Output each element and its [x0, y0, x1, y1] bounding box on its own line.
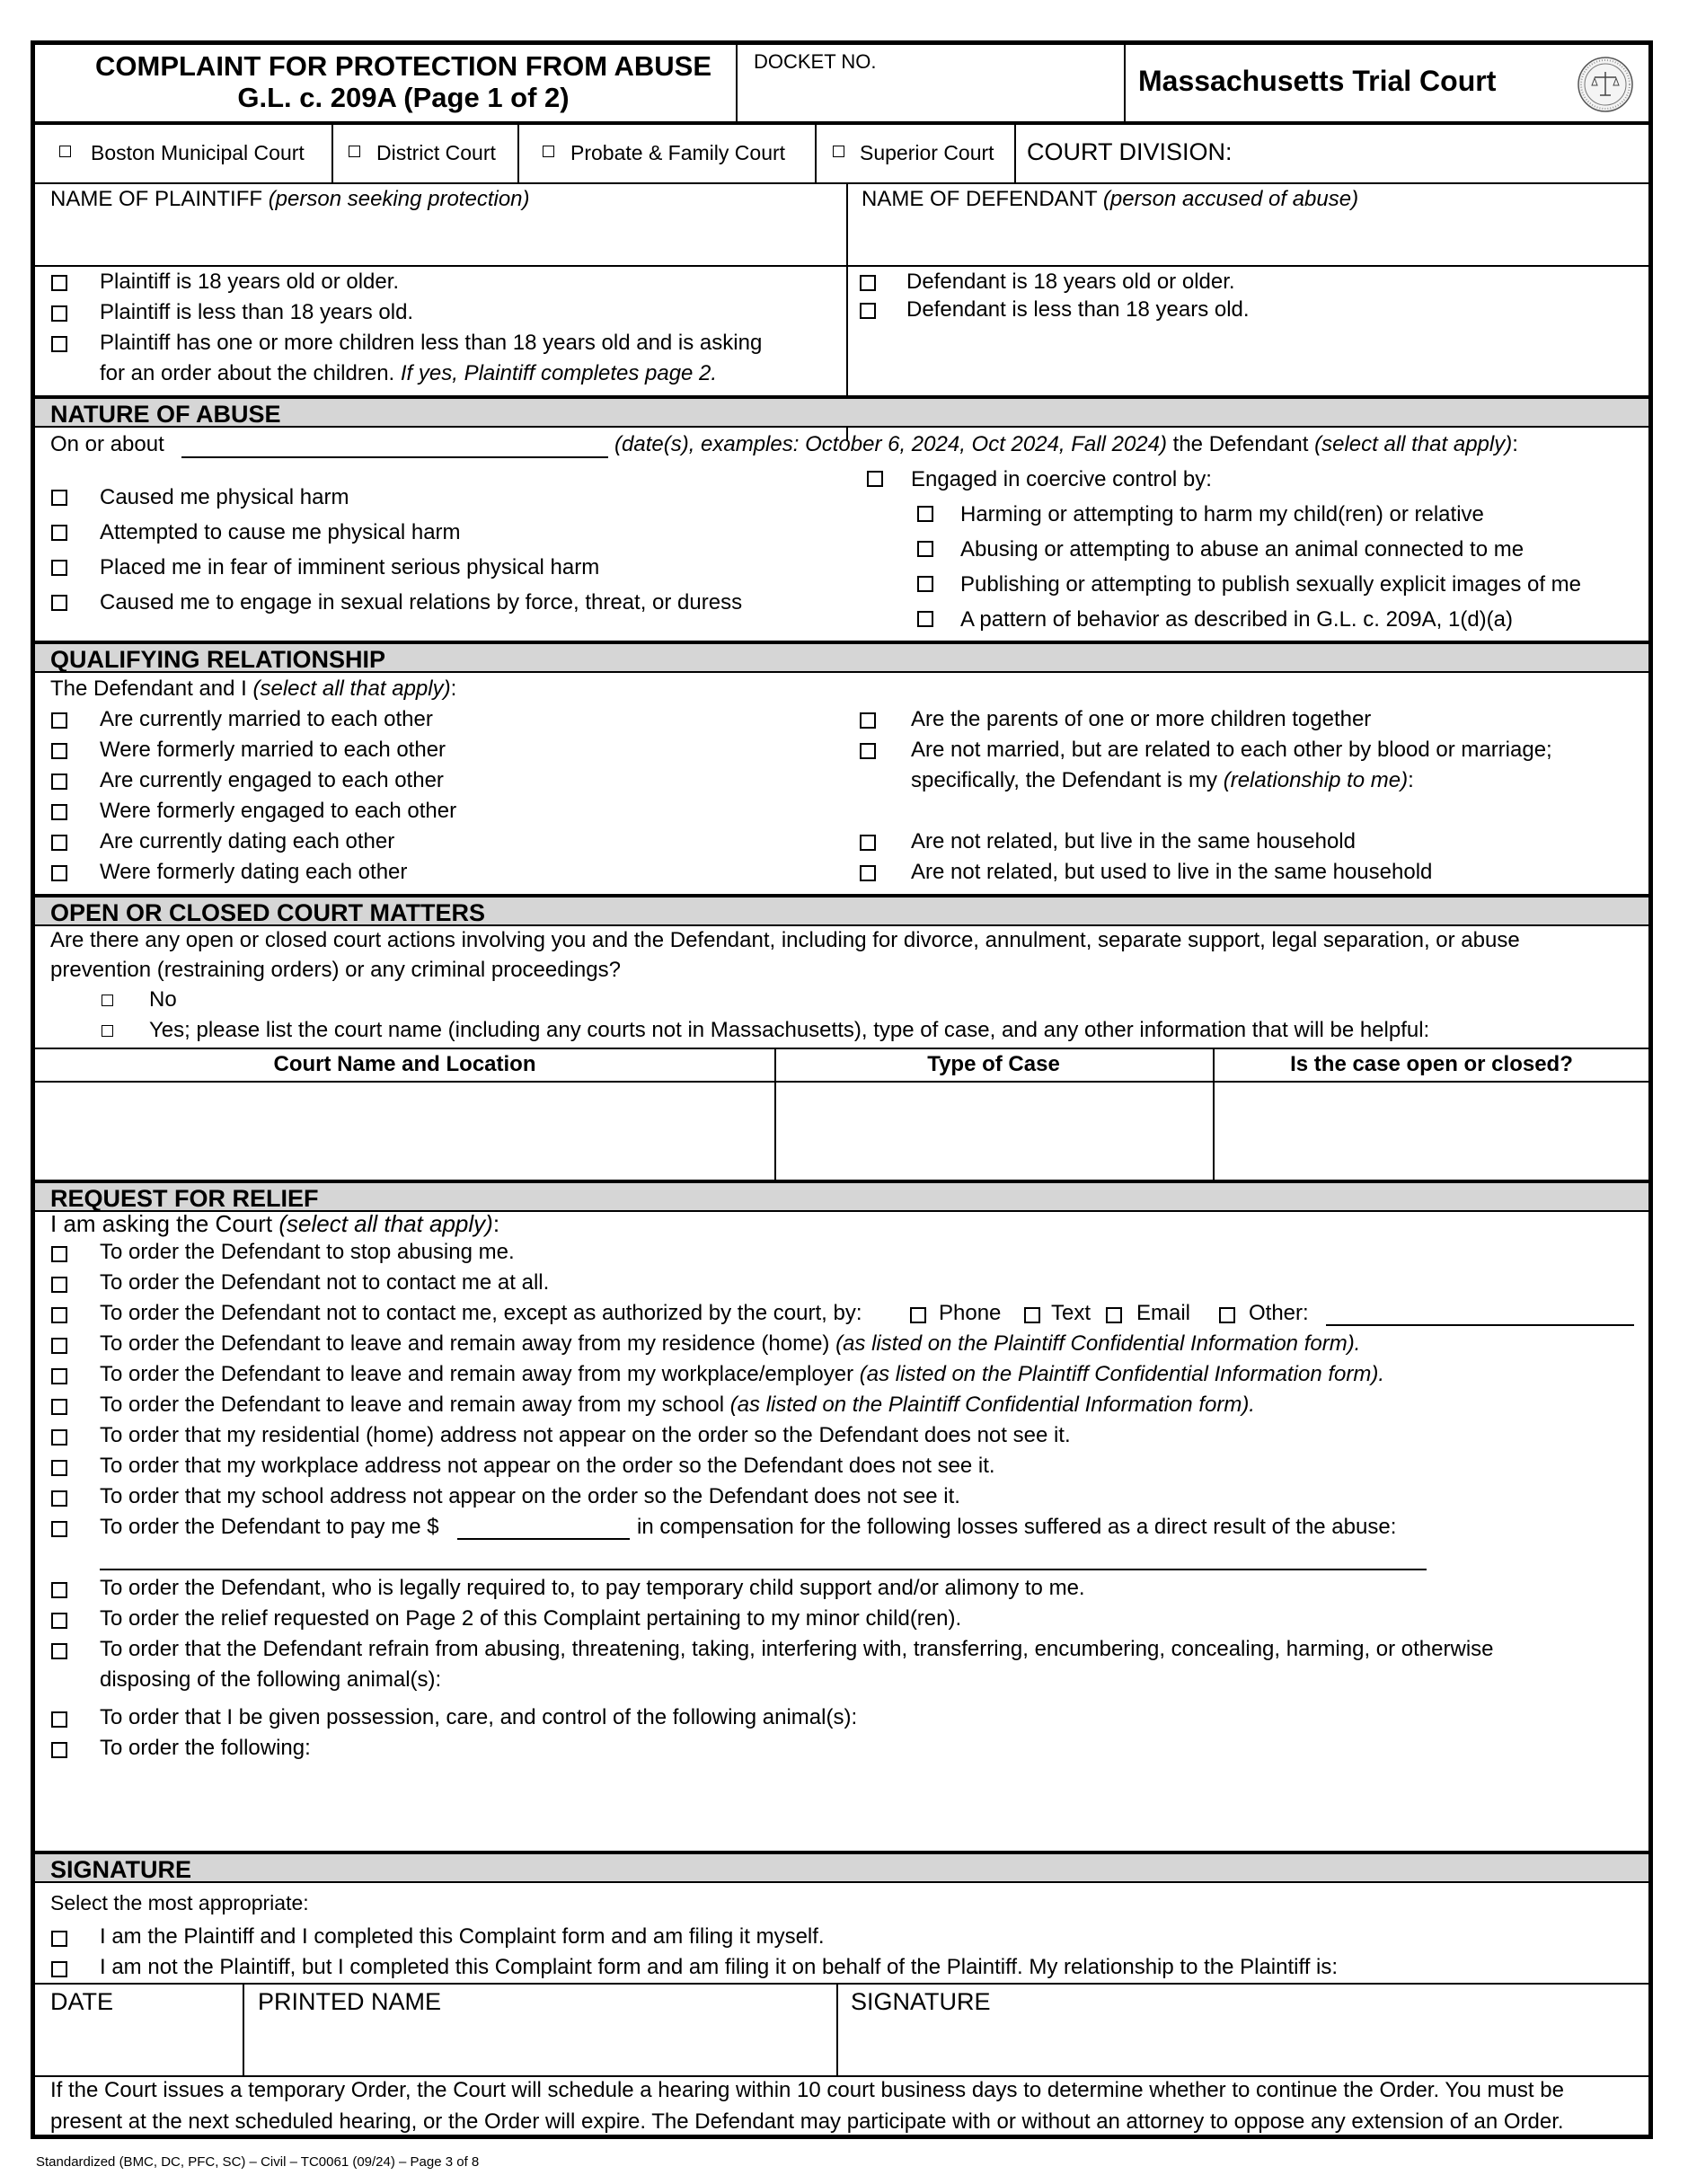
relationship-same-household: Are not related, but live in the same household	[911, 829, 1356, 853]
table-cell-case-type[interactable]	[779, 1085, 1209, 1175]
relief-work-address: To order that my workplace address not appear on the order so the Defendant does not see it.	[100, 1454, 995, 1478]
relief-page2: To order the relief requested on Page 2 of this Complaint pertaining to my minor child(ren).	[100, 1606, 962, 1631]
signature-label: SIGNATURE	[851, 1988, 991, 2015]
defendant-age-18-label: Defendant is 18 years old or older.	[906, 270, 1235, 294]
hearing-notice: If the Court issues a temporary Order, the Court will schedule a hearing within 10 court business days to determine whether to continue the Order. You must be	[50, 2078, 1564, 2102]
signature-behalf-label: I am not the Plaintiff, but I completed this Complaint form and am filing it on behalf of the Plaintiff. My relationship to the Plaintiff is:	[100, 1955, 1339, 1979]
coercive-images-label: Publishing or attempting to publish sexually explicit images of me	[960, 572, 1582, 597]
abuse-date-hint: (date(s), examples: October 6, 2024, Oct 2024, Fall 2024) the Defendant (select all that apply):	[614, 432, 1518, 456]
checkbox-former-household[interactable]	[860, 865, 876, 881]
relationship-former-household: Are not related, but used to live in the same household	[911, 860, 1433, 884]
court-matters-heading: OPEN OR CLOSED COURT MATTERS	[35, 894, 1648, 926]
checkbox-hide-home-address[interactable]	[51, 1429, 67, 1446]
relief-workplace: To order the Defendant to leave and remain away from my workplace/employer (as listed on the Plaintiff Confidential Information form).	[100, 1362, 1385, 1386]
date-field[interactable]	[42, 2020, 238, 2072]
docket-label: DOCKET NO.	[754, 50, 877, 73]
relief-school: To order the Defendant to leave and remain away from my school (as listed on the Plaintiff Confidential Information form).	[100, 1393, 1255, 1417]
order-following-field[interactable]	[100, 1765, 1627, 1851]
complaint-form	[31, 40, 1653, 2139]
checkbox-currently-dating[interactable]	[51, 835, 67, 851]
relief-school-address: To order that my school address not appear on the order so the Defendant does not see it.	[100, 1484, 960, 1508]
relationship-intro: The Defendant and I (select all that apply):	[50, 676, 457, 701]
court-option-probate-family: Probate & Family Court	[570, 141, 786, 164]
table-header-case-type: Type of Case	[927, 1052, 1060, 1076]
abuse-attempted-harm-label: Attempted to cause me physical harm	[100, 520, 461, 544]
contact-other-label: Other:	[1249, 1301, 1309, 1325]
abuse-sexual-relations-label: Caused me to engage in sexual relations by force, threat, or duress	[100, 590, 743, 615]
abuse-coercive-label: Engaged in coercive control by:	[911, 467, 1212, 491]
checkbox-hide-school-address[interactable]	[51, 1490, 67, 1507]
plaintiff-age-under-label: Plaintiff is less than 18 years old.	[100, 300, 414, 324]
signature-field[interactable]	[844, 2020, 1643, 2072]
checkbox-contact-other[interactable]	[1219, 1307, 1235, 1323]
signature-heading: SIGNATURE	[35, 1851, 1648, 1883]
checkbox-filing-self[interactable]	[51, 1931, 67, 1947]
defendant-age-under-label: Defendant is less than 18 years old.	[906, 297, 1250, 322]
checkbox-hide-work-address[interactable]	[51, 1460, 67, 1476]
checkbox-animal-possession[interactable]	[51, 1711, 67, 1728]
defendant-name-field[interactable]	[860, 214, 1632, 259]
checkbox-parents-together[interactable]	[860, 712, 876, 729]
checkbox-compensation[interactable]	[51, 1521, 67, 1537]
table-header-court-name: Court Name and Location	[273, 1052, 536, 1076]
defendant-name-label: NAME OF DEFENDANT (person accused of abuse)	[862, 187, 1359, 211]
relief-pay-label-cont: in compensation for the following losses suffered as a direct result of the abuse:	[637, 1515, 1397, 1539]
relief-no-contact: To order the Defendant not to contact me at all.	[100, 1270, 550, 1295]
checkbox-abuse-animal[interactable]	[917, 541, 933, 557]
checkbox-probate-family[interactable]	[543, 146, 554, 157]
checkbox-filing-on-behalf[interactable]	[51, 1961, 67, 1977]
checkbox-attempted-harm[interactable]	[51, 525, 67, 541]
matters-yes-label: Yes; please list the court name (including any courts not in Massachusetts), type of case, and any other information that will be helpful:	[149, 1018, 1430, 1042]
matters-no-label: No	[149, 987, 177, 1012]
contact-phone-label: Phone	[939, 1301, 1002, 1325]
checkbox-boston-municipal[interactable]	[59, 146, 71, 157]
court-seal-icon	[1577, 56, 1634, 113]
court-option-superior: Superior Court	[860, 141, 994, 164]
checkbox-plaintiff-under-18[interactable]	[51, 305, 67, 322]
docket-number-field[interactable]	[745, 76, 1140, 116]
plaintiff-name-field[interactable]	[49, 214, 839, 259]
checkbox-child-support[interactable]	[51, 1582, 67, 1598]
court-division-label: COURT DIVISION:	[1027, 138, 1233, 165]
relationship-currently-engaged: Are currently engaged to each other	[100, 768, 444, 792]
relief-contact-except: To order the Defendant not to contact me, except as authorized by the court, by:	[100, 1301, 862, 1325]
relief-stop-abusing: To order the Defendant to stop abusing me.	[100, 1240, 515, 1264]
printed-name-label: PRINTED NAME	[258, 1988, 442, 2015]
relationship-formerly-engaged: Were formerly engaged to each other	[100, 799, 457, 823]
checkbox-stay-away-workplace[interactable]	[51, 1368, 67, 1384]
checkbox-stay-away-school[interactable]	[51, 1399, 67, 1415]
table-header-open-closed: Is the case open or closed?	[1290, 1052, 1573, 1076]
relationship-parents: Are the parents of one or more children together	[911, 707, 1372, 731]
plaintiff-name-label: NAME OF PLAINTIFF (person seeking protection)	[50, 187, 530, 211]
contact-text-label: Text	[1051, 1301, 1091, 1325]
checkbox-harm-child-relative[interactable]	[917, 506, 933, 522]
signature-self-label: I am the Plaintiff and I completed this Complaint form and am filing it myself.	[100, 1924, 825, 1949]
checkbox-stop-abusing[interactable]	[51, 1246, 67, 1262]
hearing-notice-cont: present at the next scheduled hearing, or the Order will expire. The Defendant may participate with or without an attorney to oppose any extension of an Order.	[50, 2109, 1564, 2134]
checkbox-matters-no[interactable]	[102, 995, 113, 1006]
checkbox-defendant-18-or-older[interactable]	[860, 275, 876, 291]
request-for-relief-heading: REQUEST FOR RELIEF	[35, 1180, 1648, 1212]
relief-animals-cont: disposing of the following animal(s):	[100, 1667, 442, 1692]
plaintiff-age-18-label: Plaintiff is 18 years old or older.	[100, 270, 400, 294]
plaintiff-children-label-cont: for an order about the children. If yes, Plaintiff completes page 2.	[100, 361, 718, 385]
relief-support: To order the Defendant, who is legally required to, to pay temporary child support and/or alimony to me.	[100, 1576, 1085, 1600]
checkbox-no-contact[interactable]	[51, 1277, 67, 1293]
relationship-currently-dating: Are currently dating each other	[100, 829, 395, 853]
coercive-animal-label: Abusing or attempting to abuse an animal connected to me	[960, 537, 1525, 561]
relationship-related: Are not married, but are related to each other by blood or marriage;	[911, 738, 1552, 762]
relief-following: To order the following:	[100, 1736, 311, 1760]
table-cell-court-name[interactable]	[39, 1085, 771, 1175]
court-option-boston-municipal: Boston Municipal Court	[91, 141, 305, 164]
relief-pay-label: To order the Defendant to pay me $	[100, 1515, 439, 1539]
checkbox-formerly-married[interactable]	[51, 743, 67, 759]
relationship-formerly-married: Were formerly married to each other	[100, 738, 446, 762]
abuse-physical-harm-label: Caused me physical harm	[100, 485, 349, 509]
plaintiff-children-label: Plaintiff has one or more children less than 18 years old and is asking	[100, 331, 763, 355]
coercive-harm-child-label: Harming or attempting to harm my child(ren) or relative	[960, 502, 1484, 526]
checkbox-superior-court[interactable]	[833, 146, 844, 157]
abuse-date-line: On or about	[50, 432, 164, 456]
checkbox-district-court[interactable]	[349, 146, 360, 157]
checkbox-contact-phone[interactable]	[910, 1307, 926, 1323]
checkbox-physical-harm[interactable]	[51, 490, 67, 506]
form-footer: Standardized (BMC, DC, PFC, SC) – Civil – TC0061 (09/24) – Page 3 of 8	[36, 2154, 480, 2170]
checkbox-coercive-control[interactable]	[867, 471, 883, 487]
checkbox-plaintiff-has-children[interactable]	[51, 336, 67, 352]
relief-possession: To order that I be given possession, care, and control of the following animal(s):	[100, 1705, 858, 1729]
court-matters-question-cont: prevention (restraining orders) or any criminal proceedings?	[50, 958, 621, 982]
relief-home-address: To order that my residential (home) address not appear on the order so the Defendant does not see it.	[100, 1423, 1071, 1447]
checkbox-stay-away-residence[interactable]	[51, 1338, 67, 1354]
signature-select-label: Select the most appropriate:	[50, 1891, 309, 1914]
relationship-related-cont: specifically, the Defendant is my (relationship to me):	[911, 768, 1414, 792]
abuse-fear-label: Placed me in fear of imminent serious physical harm	[100, 555, 600, 579]
checkbox-sexual-relations[interactable]	[51, 595, 67, 611]
checkbox-fear-of-harm[interactable]	[51, 560, 67, 576]
contact-other-field[interactable]	[1326, 1324, 1634, 1326]
relief-residence: To order the Defendant to leave and remain away from my residence (home) (as listed on the Plaintiff Confidential Information form).	[100, 1331, 1361, 1356]
table-cell-open-closed[interactable]	[1217, 1085, 1647, 1175]
checkbox-contact-email[interactable]	[1106, 1307, 1122, 1323]
court-matters-question: Are there any open or closed court actions involving you and the Defendant, including for divorce, annulment, separate support, legal separation, or abuse	[50, 928, 1520, 952]
checkbox-same-household[interactable]	[860, 835, 876, 851]
qualifying-relationship-heading: QUALIFYING RELATIONSHIP	[35, 641, 1648, 673]
relationship-formerly-dating: Were formerly dating each other	[100, 860, 408, 884]
checkbox-animals-refrain[interactable]	[51, 1643, 67, 1659]
checkbox-pattern-behavior[interactable]	[917, 611, 933, 627]
checkbox-plaintiff-18-or-older[interactable]	[51, 275, 67, 291]
checkbox-page2-relief[interactable]	[51, 1613, 67, 1629]
form-title: COMPLAINT FOR PROTECTION FROM ABUSE	[95, 50, 711, 82]
printed-name-field[interactable]	[251, 2020, 831, 2072]
checkbox-related-blood-marriage[interactable]	[860, 743, 876, 759]
checkbox-contact-except[interactable]	[51, 1307, 67, 1323]
checkbox-formerly-dating[interactable]	[51, 865, 67, 881]
relief-intro: I am asking the Court (select all that apply):	[50, 1210, 500, 1237]
checkbox-defendant-under-18[interactable]	[860, 303, 876, 319]
abuse-date-field[interactable]	[181, 456, 608, 458]
checkbox-matters-yes[interactable]	[102, 1025, 113, 1037]
nature-of-abuse-heading: NATURE OF ABUSE	[35, 395, 1648, 428]
contact-email-label: Email	[1136, 1301, 1191, 1325]
date-label: DATE	[50, 1988, 114, 2015]
checkbox-order-following[interactable]	[51, 1742, 67, 1758]
checkbox-explicit-images[interactable]	[917, 576, 933, 592]
relief-animals: To order that the Defendant refrain from abusing, threatening, taking, interfering with, transferring, encumbering, concealing, harming, or otherwise	[100, 1637, 1494, 1661]
checkbox-currently-engaged[interactable]	[51, 774, 67, 790]
form-subtitle: G.L. c. 209A (Page 1 of 2)	[237, 82, 570, 113]
relationship-currently-married: Are currently married to each other	[100, 707, 433, 731]
checkbox-currently-married[interactable]	[51, 712, 67, 729]
coercive-pattern-label: A pattern of behavior as described in G.L. c. 209A, 1(d)(a)	[960, 607, 1513, 632]
compensation-amount-field[interactable]	[457, 1538, 630, 1540]
compensation-losses-field[interactable]	[100, 1569, 1427, 1570]
court-option-district: District Court	[376, 141, 496, 164]
checkbox-contact-text[interactable]	[1024, 1307, 1040, 1323]
checkbox-formerly-engaged[interactable]	[51, 804, 67, 820]
court-name: Massachusetts Trial Court	[1138, 65, 1497, 97]
